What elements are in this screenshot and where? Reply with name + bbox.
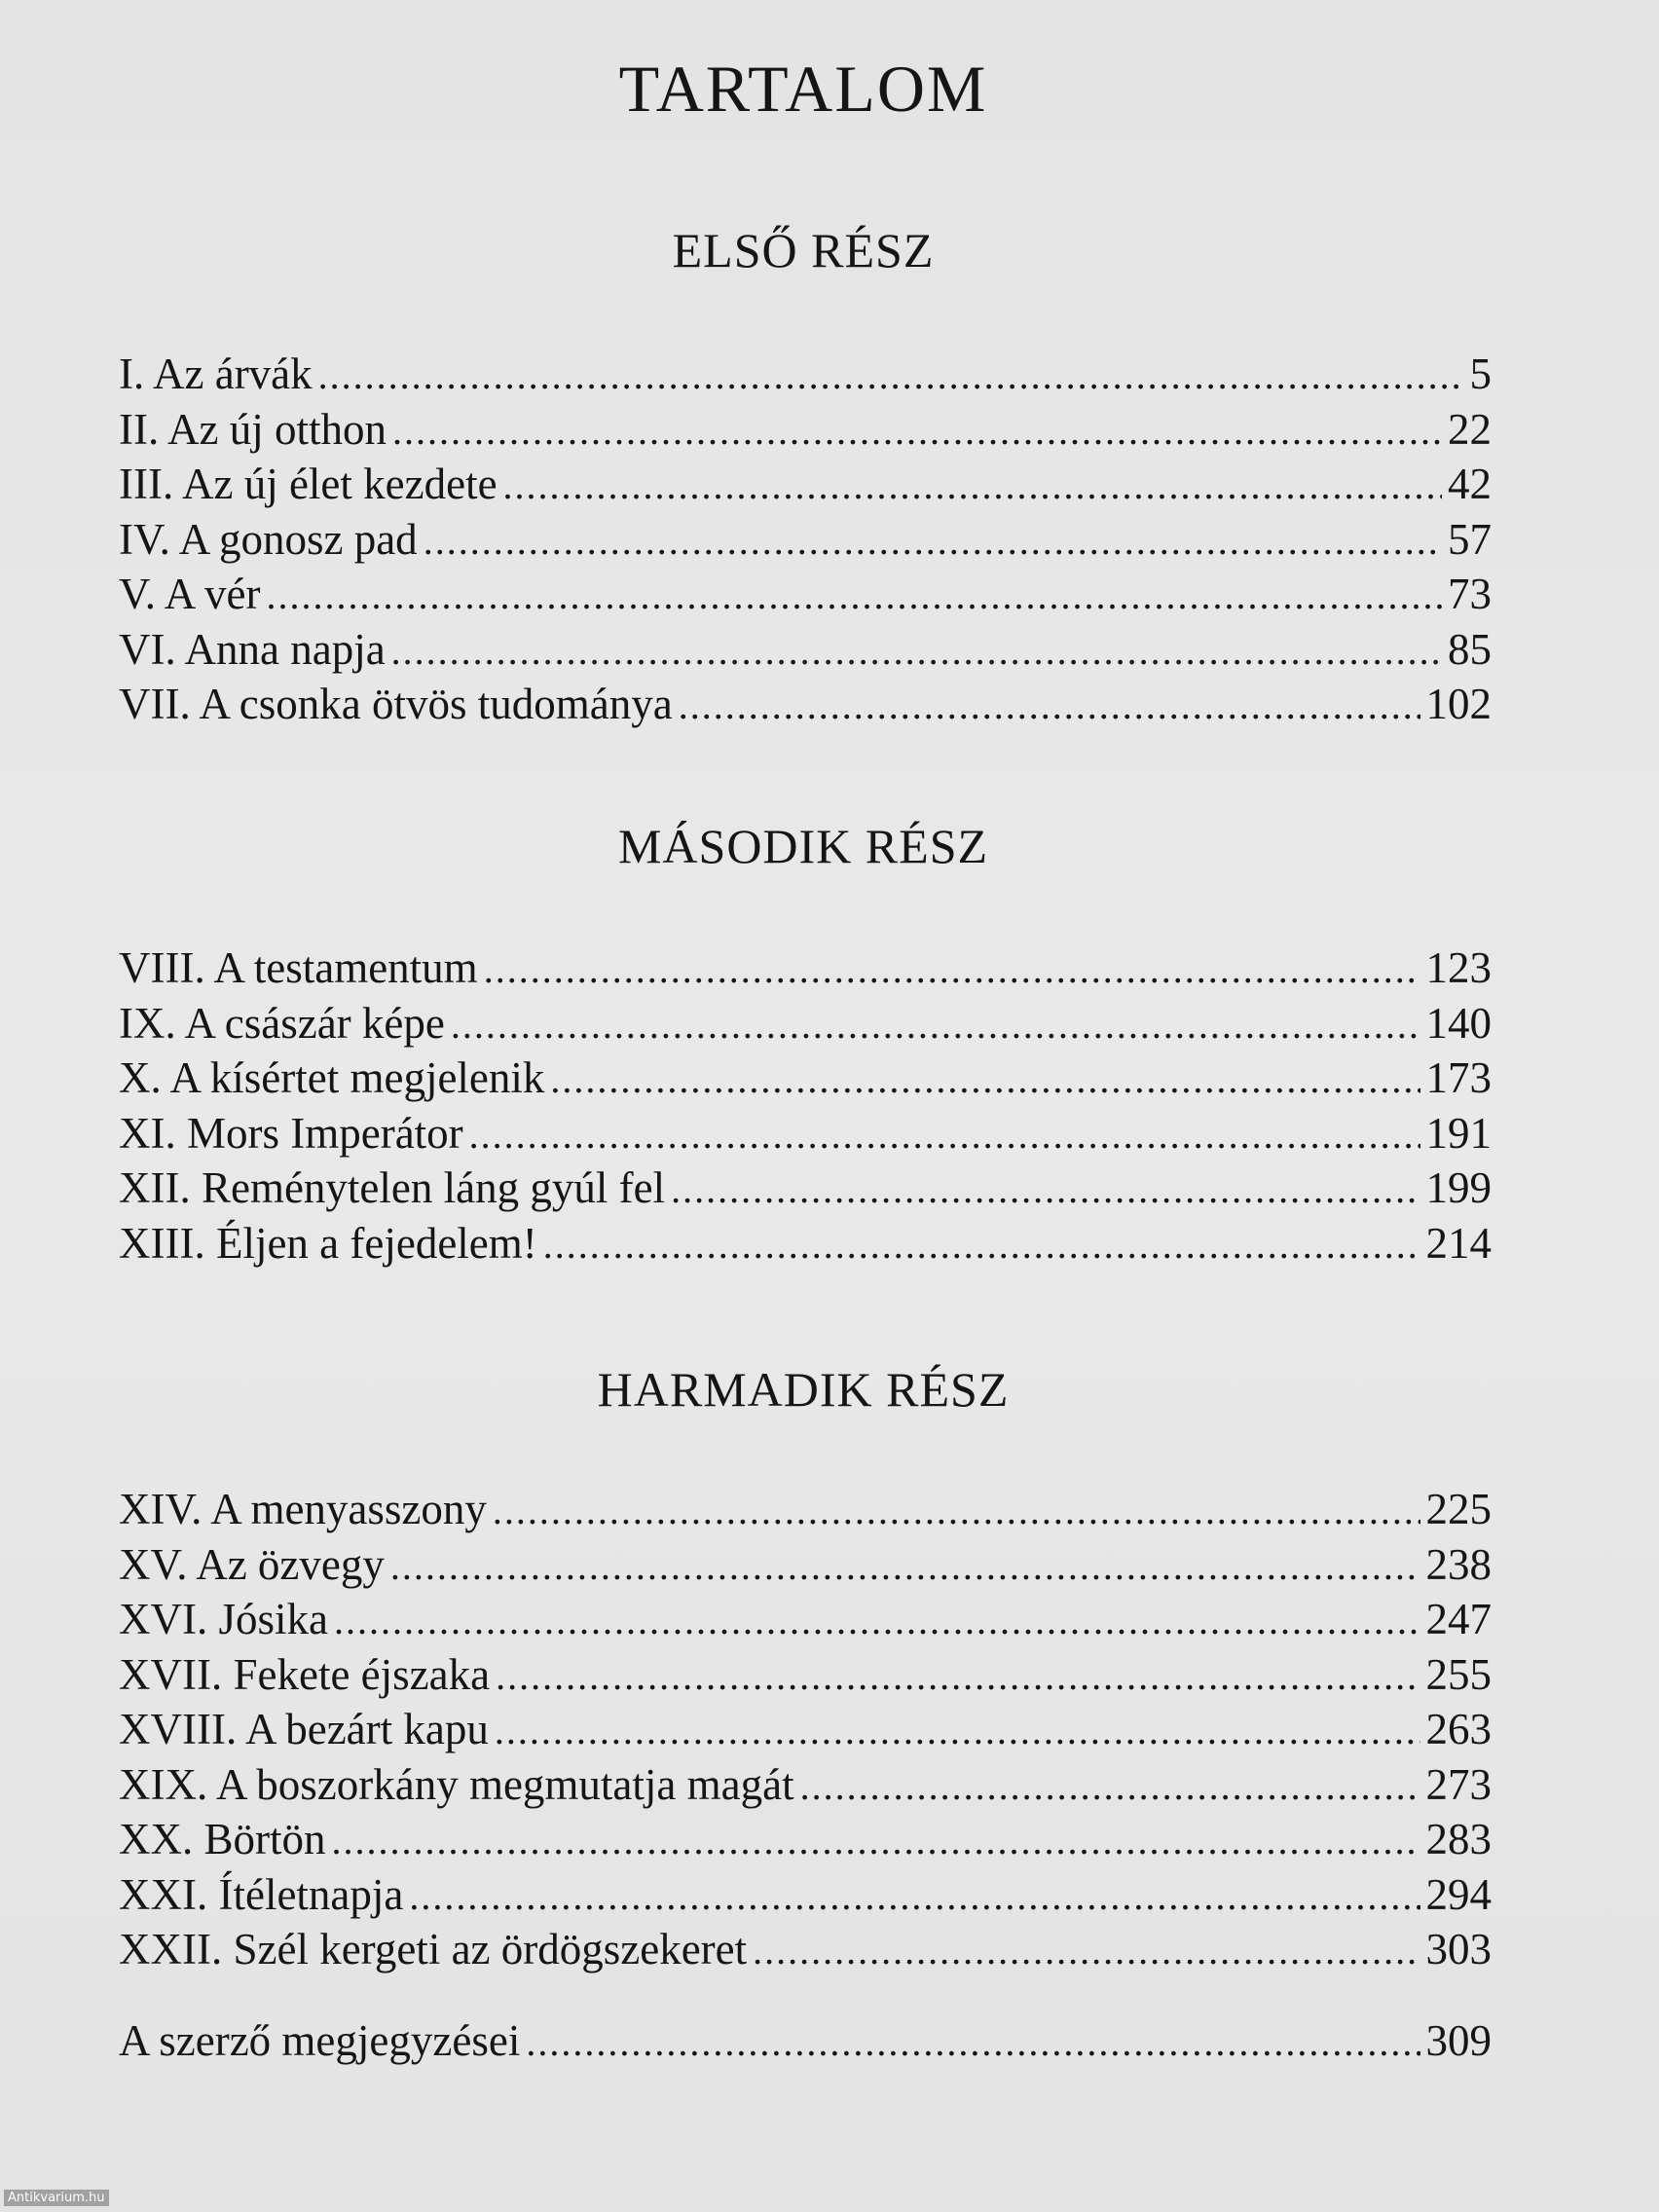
- toc-entry: [119, 1867, 1492, 1923]
- entry-title: XIII. Éljen a fejedelem!: [119, 1218, 537, 1268]
- entry-title: XV. Az özvegy: [119, 1539, 385, 1589]
- entry-title: XXII. Szél kergeti az ördögszekeret: [119, 1925, 748, 1973]
- entry-page: 73: [1448, 570, 1492, 618]
- toc-entry: [119, 1537, 1492, 1593]
- entry-page: 273: [1425, 1759, 1492, 1809]
- entry-title: IX. A császár képe: [119, 998, 445, 1048]
- entry-page: 283: [1425, 1815, 1492, 1863]
- entry-page: 238: [1425, 1539, 1492, 1589]
- toc-part-3: [119, 1482, 1492, 1977]
- leader-dots: [451, 998, 1420, 1052]
- toc-entry: [119, 1757, 1492, 1813]
- entry-title: III. Az új élet kezdete: [119, 460, 498, 508]
- leader-dots: [484, 942, 1420, 997]
- entry-title: VII. A csonka ötvös tudománya: [119, 680, 673, 728]
- leader-dots: [753, 1924, 1419, 1978]
- leader-dots: [332, 1814, 1420, 1868]
- toc-entry: [119, 1592, 1492, 1647]
- entry-title: XII. Reménytelen láng gyúl fel: [119, 1163, 666, 1212]
- entry-page: 57: [1448, 514, 1492, 564]
- leader-dots: [496, 1649, 1419, 1704]
- entry-page: 191: [1425, 1108, 1492, 1158]
- part-heading-3: HARMADIK RÉSZ: [597, 1362, 1010, 1417]
- toc-entry: [119, 940, 1492, 996]
- leader-dots: [390, 1539, 1420, 1594]
- entry-page: 123: [1425, 943, 1492, 992]
- toc-entry: [119, 1051, 1492, 1106]
- toc-entry: [119, 622, 1492, 678]
- toc-entry: [119, 1812, 1492, 1867]
- toc-entry: [119, 1161, 1492, 1216]
- leader-dots: [679, 679, 1420, 733]
- toc-notes: [119, 2013, 1492, 2069]
- leader-dots: [334, 1594, 1420, 1648]
- leader-dots: [266, 569, 1442, 623]
- entry-page: 255: [1425, 1649, 1492, 1699]
- entry-page: 309: [1425, 2016, 1492, 2065]
- entry-title: A szerző megjegyzései: [119, 2016, 521, 2065]
- toc-entry: [119, 457, 1492, 512]
- leader-dots: [503, 459, 1442, 513]
- entry-title: XX. Börtön: [119, 1815, 326, 1863]
- entry-page: 85: [1448, 624, 1492, 674]
- toc-entry: [119, 1482, 1492, 1537]
- entry-title: IV. A gonosz pad: [119, 514, 418, 564]
- entry-page: 22: [1448, 404, 1492, 454]
- entry-title: XIX. A boszorkány megmutatja magát: [119, 1759, 794, 1809]
- entry-page: 247: [1425, 1595, 1492, 1643]
- entry-title: XI. Mors Imperátor: [119, 1108, 463, 1158]
- watermark: Antikvarium.hu: [4, 2190, 109, 2206]
- entry-title: I. Az árvák: [119, 350, 313, 398]
- entry-page: 42: [1448, 460, 1492, 508]
- entry-title: XXI. Ítéletnapja: [119, 1869, 404, 1919]
- toc-part-2: [119, 940, 1492, 1271]
- entry-page: 214: [1425, 1218, 1492, 1268]
- entry-page: 199: [1425, 1163, 1492, 1212]
- entry-title: XVII. Fekete éjszaka: [119, 1649, 491, 1699]
- leader-dots: [318, 349, 1464, 403]
- toc-entry: [119, 677, 1492, 732]
- leader-dots: [671, 1162, 1419, 1217]
- leader-dots: [800, 1759, 1420, 1814]
- entry-title: XIV. A menyasszony: [119, 1485, 487, 1533]
- leader-dots: [469, 1108, 1420, 1162]
- leader-dots: [424, 514, 1442, 569]
- entry-page: 303: [1425, 1925, 1492, 1973]
- leader-dots: [391, 624, 1442, 679]
- toc-entry: [119, 996, 1492, 1051]
- entry-page: 140: [1425, 998, 1492, 1048]
- toc-entry: [119, 1106, 1492, 1161]
- entry-title: XVI. Jósika: [119, 1595, 328, 1643]
- leader-dots: [543, 1218, 1420, 1272]
- toc-entry: [119, 1922, 1492, 1977]
- entry-title: XVIII. A bezárt kapu: [119, 1705, 489, 1753]
- entry-page: 173: [1425, 1053, 1492, 1102]
- toc-entry: [119, 1216, 1492, 1272]
- page-title: TARTALOM: [618, 52, 988, 126]
- entry-title: V. A vér: [119, 570, 261, 618]
- entry-page: 294: [1425, 1869, 1492, 1919]
- part-heading-1: ELSŐ RÉSZ: [672, 223, 935, 277]
- toc-entry: [119, 567, 1492, 622]
- part-heading-2: MÁSODIK RÉSZ: [617, 819, 989, 873]
- entry-title: VI. Anna napja: [119, 624, 386, 674]
- toc-part-1: [119, 347, 1492, 732]
- entry-page: 263: [1425, 1705, 1492, 1753]
- toc-entry: [119, 402, 1492, 458]
- toc-entry: [119, 1702, 1492, 1757]
- leader-dots: [495, 1704, 1420, 1758]
- entry-title: II. Az új otthon: [119, 404, 387, 454]
- entry-title: X. A kísértet megjelenik: [119, 1053, 545, 1102]
- leader-dots: [409, 1869, 1419, 1924]
- entry-title: VIII. A testamentum: [119, 943, 478, 992]
- entry-page: 225: [1425, 1485, 1492, 1533]
- toc-entry-notes: [119, 2013, 1492, 2069]
- toc-entry: [119, 347, 1492, 402]
- leader-dots: [550, 1052, 1419, 1107]
- entry-page: 5: [1469, 350, 1492, 398]
- leader-dots: [526, 2015, 1419, 2070]
- entry-page: 102: [1425, 680, 1492, 728]
- toc-entry: [119, 1647, 1492, 1703]
- leader-dots: [392, 404, 1442, 459]
- toc-entry: [119, 512, 1492, 568]
- leader-dots: [493, 1484, 1420, 1538]
